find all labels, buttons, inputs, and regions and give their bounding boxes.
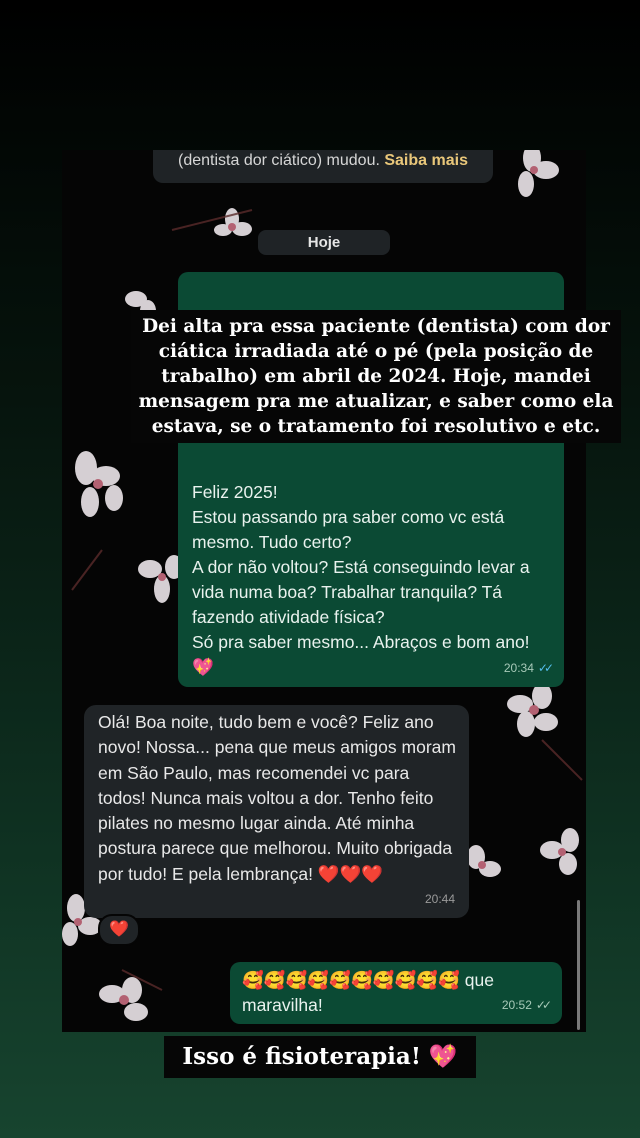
message-text: Olá! Boa noite, tudo bem e você? Feliz ano novo! Nossa... pena que meus amigos moram em São Paulo, mas recomendei vc para todos! Nunca mais voltou a dor. Tenho feito pilates no mesmo lugar ainda. Até minha postura parece que melhorou. Muito obrigada por tudo! E pela lembrança! ❤️❤️❤️ <box>98 712 456 884</box>
security-notice <box>153 150 493 183</box>
chat-area[interactable] <box>62 150 586 1032</box>
date-chip: Hoje <box>258 230 390 255</box>
incoming-message[interactable] <box>84 705 469 918</box>
message-time: 20:44 <box>424 891 455 906</box>
message-meta <box>502 993 548 1018</box>
overlay-caption-top: Dei alta pra essa paciente (dentista) com dor ciática irradiada até o pé (pela posição de trabalho) em abril de 2024. Hoje, mandei mensagem pra me atualizar, e saber como ela estava, se o tratamento foi resolutivo e etc. <box>131 310 621 443</box>
outgoing-message[interactable] <box>230 962 562 1024</box>
message-time: 20:34 <box>503 661 534 675</box>
heart-reaction-icon[interactable]: ❤️ <box>98 914 140 946</box>
overlay-caption-bottom: Isso é fisioterapia! 💖 <box>164 1036 476 1078</box>
message-meta <box>504 656 550 681</box>
message-time: 20:52 <box>501 998 532 1012</box>
scrollbar[interactable] <box>577 900 580 1030</box>
message-text: 🥰🥰🥰🥰🥰🥰🥰🥰🥰🥰 que maravilha! <box>242 970 494 1015</box>
learn-more-link[interactable]: Saiba mais <box>384 152 468 169</box>
double-check-icon: ✓✓ <box>537 661 550 675</box>
message-text: Feliz 2025! Estou passando pra saber como vc está mesmo. Tudo certo? A dor não voltou? Está conseguindo levar a vida numa boa? Trabalhar tranquila? Tá fazendo atividade física? Só pra saber mesmo... Abraços e bom ano! 💖 <box>192 482 530 677</box>
double-check-icon: ✓✓ <box>535 998 548 1012</box>
notice-text: (dentista dor ciático) mudou. <box>178 152 380 169</box>
